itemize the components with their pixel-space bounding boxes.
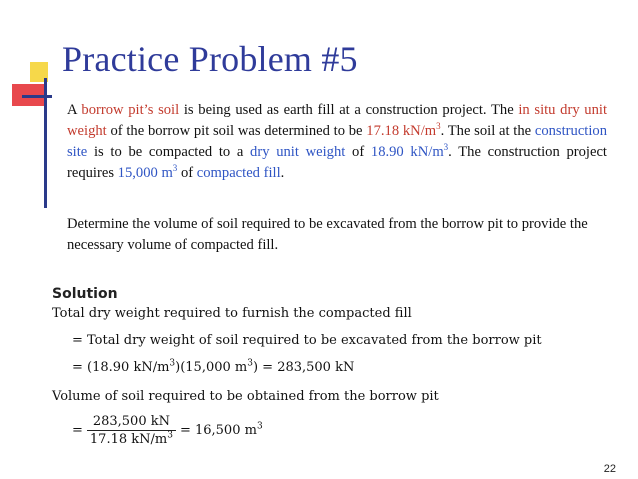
highlight-dry-unit-weight: dry unit weight xyxy=(250,144,346,160)
value-text: 15,000 m xyxy=(117,165,173,181)
value-text: 18.90 kN/m xyxy=(370,144,444,160)
result-text: = 16,500 m xyxy=(179,423,257,438)
fraction xyxy=(87,414,176,447)
superscript: 3 xyxy=(169,358,176,369)
value-text: 17.18 kN/m xyxy=(366,123,437,139)
superscript: 3 xyxy=(172,163,178,174)
solution-line-2: = Total dry weight of soil required to be excavated from the borrow pit xyxy=(72,333,542,348)
solution-line-3 xyxy=(72,360,354,375)
page-number: 22 xyxy=(603,463,616,475)
superscript: 3 xyxy=(436,121,441,132)
highlight-fill-volume xyxy=(118,165,178,181)
superscript: 3 xyxy=(256,421,263,432)
problem-statement xyxy=(67,100,607,184)
text: . The soil at the xyxy=(440,123,535,139)
text: A xyxy=(67,102,82,118)
text: of xyxy=(177,165,197,181)
highlight-in-situ-value xyxy=(366,123,440,139)
text: of the borrow pit soil was determined to be xyxy=(106,123,367,139)
text: = (18.90 kN/m xyxy=(72,360,170,375)
solution-line-4: Volume of soil required to be obtained from the borrow pit xyxy=(52,389,439,404)
fraction-numerator: 283,500 kN xyxy=(87,414,176,431)
text: is to be compacted to a xyxy=(87,144,251,160)
highlight-in-situ-dry-unit-weight: in situ dry unit weight xyxy=(67,102,607,139)
text: of xyxy=(345,144,371,160)
text: is being used as earth fill at a construction project. The xyxy=(179,102,519,118)
solution-line-1: Total dry weight required to furnish the compacted fill xyxy=(52,306,412,321)
solution-block xyxy=(52,286,118,302)
superscript: 3 xyxy=(167,430,173,441)
superscript: 3 xyxy=(247,358,253,369)
text: . xyxy=(280,165,285,181)
text: )(15,000 m xyxy=(175,360,248,375)
slide-title: Practice Problem #5 xyxy=(62,39,358,79)
solution-heading: Solution xyxy=(52,286,118,302)
problem-question: Determine the volume of soil required to be excavated from the borrow pit to provide the necessary volume of compacted fill. xyxy=(67,216,588,253)
decorative-horizontal-line xyxy=(22,95,52,98)
highlight-compacted-fill: compacted fill xyxy=(196,165,281,181)
highlight-compacted-value xyxy=(371,144,448,160)
highlight-borrow-pit-soil: borrow pit’s soil xyxy=(81,102,180,118)
superscript: 3 xyxy=(443,142,449,153)
text: ) = 283,500 kN xyxy=(252,360,355,375)
solution-fraction-line xyxy=(72,414,263,447)
text: 17.18 kN/m xyxy=(89,432,168,447)
equals-sign: = xyxy=(72,423,83,438)
fraction-denominator xyxy=(87,431,176,447)
text: . The construction project requires xyxy=(67,144,607,181)
highlight-construction-site: construction site xyxy=(67,123,608,160)
